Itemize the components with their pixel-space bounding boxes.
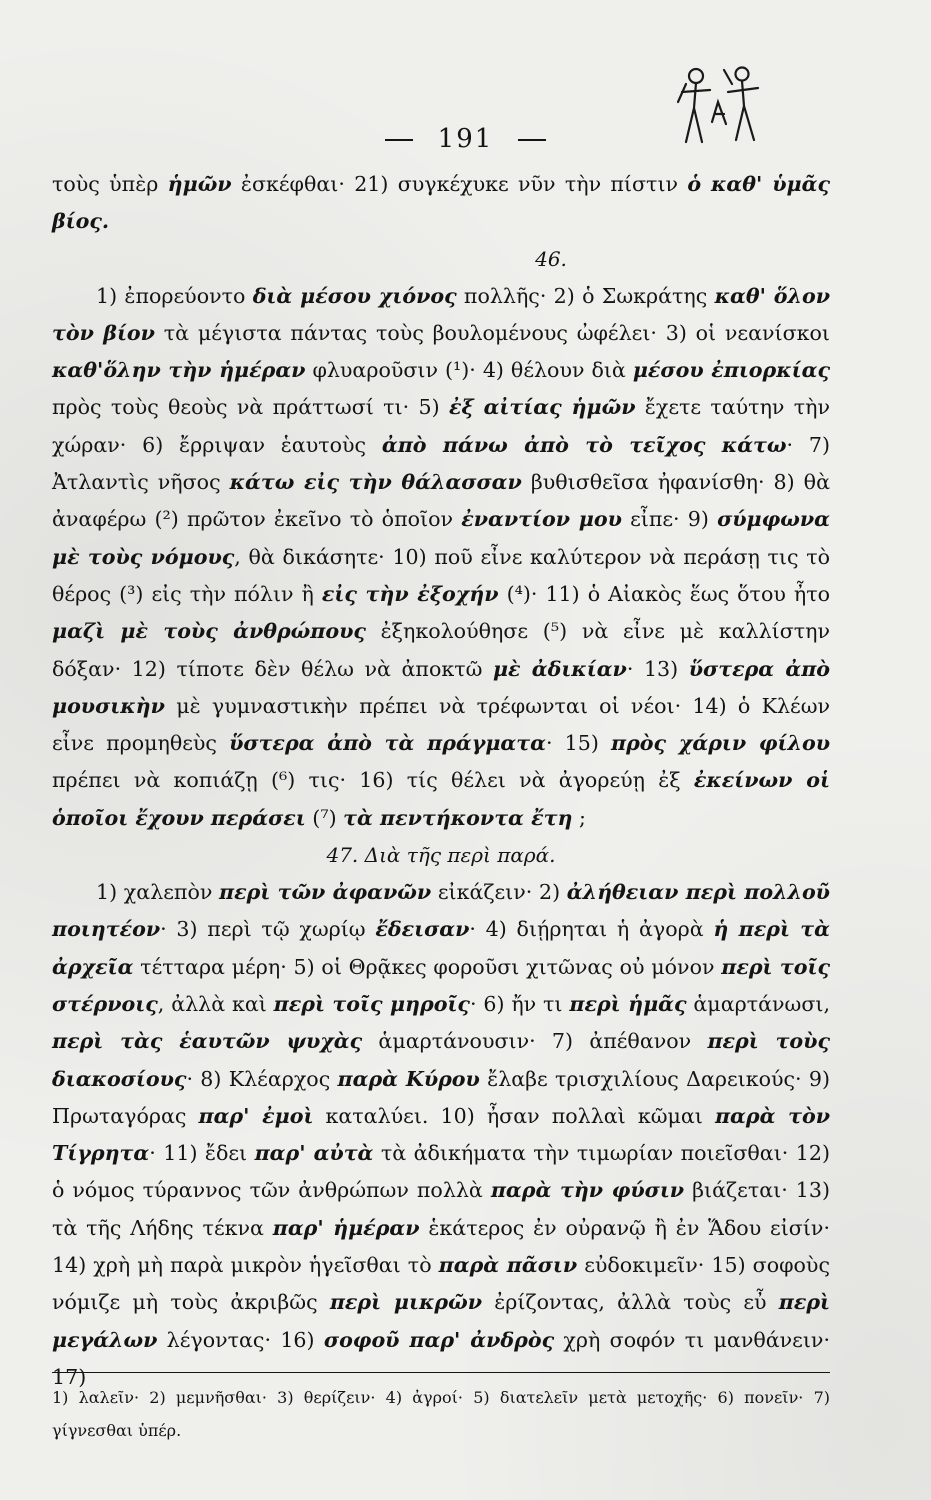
footnote-text: 1) λαλεῖν· 2) μεμνῆσθαι· 3) θερίζειν· 4) ἀγροί· 5) διατελεῖν μετὰ μετοχῆς· 6) πονεῖν· 7) γίγνεσθαι ὑπέρ.: [52, 1388, 830, 1440]
intro-paragraph: [52, 166, 830, 241]
header-dash-right: [518, 139, 546, 141]
emphasized-phrase: μαζὶ μὲ τοὺς ἀνθρώπους: [52, 619, 366, 644]
emphasized-phrase: σοφοῦ παρ' ἀνδρὸς: [323, 1327, 555, 1352]
emphasized-phrase: καθ' ὅλον τὸν βίον: [52, 283, 830, 345]
main-text: [52, 166, 830, 1396]
emphasized-phrase: μέσου ἐπιορκίας: [632, 358, 831, 383]
emphasized-phrase: παρὰ πᾶσιν: [438, 1253, 578, 1278]
emphasized-phrase: παρὰ τὸν Τίγρητα: [52, 1103, 831, 1166]
emphasized-phrase: ἐκείνων οἱ ὁποῖοι ἔχουν περάσει: [52, 768, 830, 830]
footnotes: [52, 1372, 830, 1447]
section-heading-47: 47. Διὰ τῆς περὶ παρά.: [326, 843, 556, 868]
emphasized-phrase: ἀπὸ πάνω ἀπὸ τὸ τεῖχος κάτω: [381, 432, 787, 457]
emphasized-phrase: περὶ τῶν ἀφανῶν: [219, 880, 432, 905]
emphasized-phrase: τὰ πεντήκοντα ἔτη: [343, 805, 573, 830]
emphasized-phrase: περὶ ἡμᾶς: [569, 991, 687, 1016]
emphasized-phrase: περὶ μεγάλων: [52, 1290, 831, 1352]
intro-emphasis-2: ὁ καθ' ὑμᾶς βίος.: [52, 172, 830, 234]
section-heading-46: 46.: [535, 246, 567, 271]
intro-text-start: τοὺς ὑπὲρ: [52, 172, 168, 196]
emphasized-phrase: σύμφωνα μὲ τοὺς νόμους: [52, 507, 830, 569]
emphasized-phrase: κάτω εἰς τὴν θάλασσαν: [229, 470, 522, 495]
emphasized-phrase: ὕστερα ἀπὸ τὰ πράγματα: [229, 731, 546, 756]
emphasized-phrase: παρὰ τὴν φύσιν: [490, 1178, 685, 1203]
intro-emphasis-1: ἡμῶν: [167, 172, 232, 196]
emphasized-phrase: περὶ τοὺς διακοσίους: [52, 1029, 830, 1091]
emphasized-phrase: περὶ τοῖς στέρνοις: [52, 954, 830, 1016]
emphasized-phrase: παρ' αὐτὰ: [254, 1141, 374, 1166]
intro-text-middle: ἐσκέφθαι· 21) συγκέχυκε νῦν τὴν πίστιν: [231, 172, 688, 196]
emphasized-phrase: ἐναντίον μου: [461, 507, 622, 532]
emphasized-phrase: παρ' ἐμοὶ: [198, 1103, 314, 1128]
emphasized-phrase: μὲ ἀδικίαν: [492, 656, 627, 681]
exercise-46-paragraph: 1) ἐπορεύοντο διὰ μέσου χιόνος πολλῆς· 2) ὁ Σωκράτης καθ' ὅλον τὸν βίον τὰ μέγιστα πάντας τοὺς βουλομένους ὠφέλει· 3) οἱ νεανίσκοι καθ'ὅλην τὴν ἡμέραν φλυαροῦσιν (¹)· 4) θέλουν διὰ μέσου ἐπιορκίας πρὸς τοὺς θεοὺς νὰ πράττωσί τι· 5) ἐξ αἰτίας ἡμῶν ἔχετε ταύτην τὴν χώραν· 6) ἔρριψαν ἑαυτοὺς ἀπὸ πάνω ἀπὸ τὸ τεῖχος κάτω· 7) Ἀτλαντὶς νῆσος κάτω εἰς τὴν θάλασσαν βυθισθεῖσα ἠφανίσθη· 8) θὰ ἀναφέρω (²) πρῶτον ἐκεῖνο τὸ ὁποῖον ἐναντίον μου εἶπε· 9) σύμφωνα μὲ τοὺς νόμους, θὰ δικάσητε· 10) ποῦ εἶνε καλύτερον νὰ περάσῃ τις τὸ θέρος (³) εἰς τὴν πόλιν ἢ εἰς τὴν ἐξοχήν (⁴)· 11) ὁ Αἰακὸς ἕως ὅτου ἦτο μαζὶ μὲ τοὺς ἀνθρώπους ἐξηκολούθησε (⁵) νὰ εἶνε μὲ καλλίστην δόξαν· 12) τίποτε δὲν θέλω νὰ ἀποκτῶ μὲ ἀδικίαν· 13) ὕστερα ἀπὸ μουσικὴν μὲ γυμναστικὴν πρέπει νὰ τρέφωνται οἱ νέοι· 14) ὁ Κλέων εἶνε προμηθεὺς ὕστερα ἀπὸ τὰ πράγματα· 15) πρὸς χάριν φίλου πρέπει νὰ κοπιάζῃ (⁶) τις· 16) τίς θέλει νὰ ἀγορεύῃ ἐξ ἐκείνων οἱ ὁποῖοι ἔχουν περάσει (⁷) τὰ πεντήκοντα ἔτη ;: [52, 283, 831, 830]
emphasized-phrase: ἐξ αἰτίας ἡμῶν: [448, 395, 636, 420]
emphasized-phrase: ἀλήθειαν περὶ πολλοῦ ποιητέον: [52, 880, 830, 942]
emphasized-phrase: παρὰ Κύρου: [337, 1066, 480, 1091]
emphasized-phrase: καθ'ὅλην τὴν ἡμέραν: [52, 358, 306, 383]
emphasized-phrase: εἰς τὴν ἐξοχήν: [321, 581, 499, 606]
emphasized-phrase: περὶ τοῖς μηροῖς: [273, 991, 470, 1016]
page-header: [0, 124, 931, 154]
emphasized-phrase: παρ' ἡμέραν: [272, 1215, 420, 1240]
page-number: 191: [437, 124, 494, 154]
exercise-47-paragraph: 1) χαλεπὸν περὶ τῶν ἀφανῶν εἰκάζειν· 2) ἀλήθειαν περὶ πολλοῦ ποιητέον· 3) περὶ τῷ χωρίῳ ἔδεισαν· 4) διῄρηται ἡ ἀγορὰ ἡ περὶ τὰ ἀρχεῖα τέτταρα μέρη· 5) οἱ Θρᾷκες φοροῦσι χιτῶνας οὐ μόνον περὶ τοῖς στέρνοις, ἀλλὰ καὶ περὶ τοῖς μηροῖς· 6) ἤν τι περὶ ἡμᾶς ἁμαρτάνωσι, περὶ τὰς ἑαυτῶν ψυχὰς ἁμαρτάνουσιν· 7) ἀπέθανον περὶ τοὺς διακοσίους· 8) Κλέαρχος παρὰ Κύρου ἔλαβε τρισχιλίους Δαρεικούς· 9) Πρωταγόρας παρ' ἐμοὶ καταλύει. 10) ἦσαν πολλαὶ κῶμαι παρὰ τὸν Τίγρητα· 11) ἔδει παρ' αὐτὰ τὰ ἀδικήματα τὴν τιμωρίαν ποιεῖσθαι· 12) ὁ νόμος τύραννος τῶν ἀνθρώπων πολλὰ παρὰ τὴν φύσιν βιάζεται· 13) τὰ τῆς Λήδης τέκνα παρ' ἡμέραν ἑκάτερος ἐν οὐρανῷ ἢ ἐν Ἅδου εἰσίν· 14) χρὴ μὴ παρὰ μικρὸν ἡγεῖσθαι τὸ παρὰ πᾶσιν εὐδοκιμεῖν· 15) σοφοὺς νόμιζε μὴ τοὺς ἀκριβῶς περὶ μικρῶν ἐρίζοντας, ἀλλὰ τοὺς εὖ περὶ μεγάλων λέγοντας· 16) σοφοῦ παρ' ἀνδρὸς χρὴ σοφόν τι μανθάνειν· 17): [52, 880, 831, 1389]
emphasized-phrase: περὶ μικρῶν: [329, 1290, 483, 1315]
header-dash-left: [385, 139, 413, 141]
emphasized-phrase: ὕστερα ἀπὸ μουσικὴν: [52, 656, 831, 718]
emphasized-phrase: ἡ περὶ τὰ ἀρχεῖα: [52, 917, 830, 979]
emphasized-phrase: περὶ τὰς ἑαυτῶν ψυχὰς: [52, 1029, 363, 1054]
emphasized-phrase: ἔδεισαν: [375, 917, 470, 942]
emphasized-phrase: διὰ μέσου χιόνος: [252, 283, 457, 308]
emphasized-phrase: πρὸς χάριν φίλου: [611, 731, 830, 756]
